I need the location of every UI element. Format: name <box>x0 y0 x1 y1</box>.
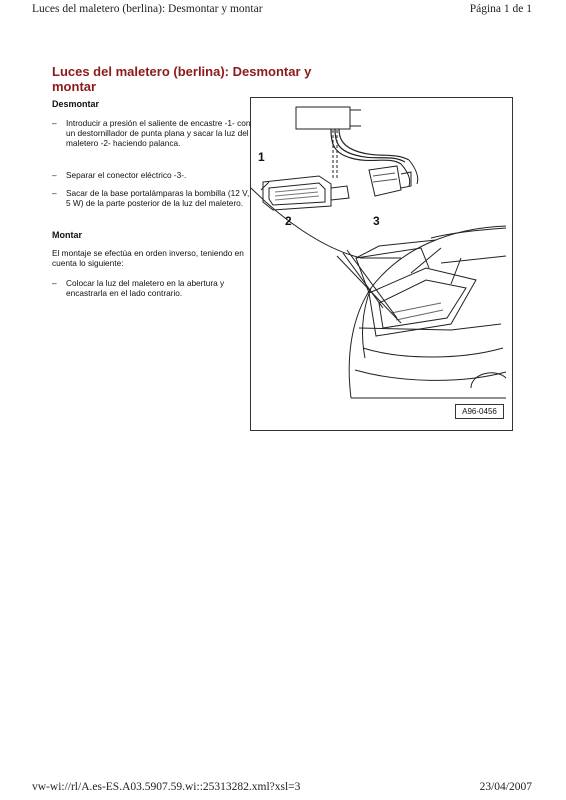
remove-step-2 <box>52 170 252 180</box>
trunk-light-illustration <box>250 97 513 431</box>
section-heading-install: Montar <box>52 230 82 240</box>
list-dash: – <box>52 278 57 288</box>
list-dash: – <box>52 170 57 180</box>
list-dash: – <box>52 188 57 198</box>
section-heading-remove: Desmontar <box>52 99 100 109</box>
remove-step-1-text: Introducir a presión el saliente de encastre -1- con un destornillador de punta plana y sacar la luz del maletero -2- haciendo palanca. <box>66 118 251 149</box>
figure-code-label: A96-0456 <box>455 404 504 419</box>
remove-step-1 <box>52 118 252 149</box>
list-dash: – <box>52 118 57 128</box>
install-intro: El montaje se efectúa en orden inverso, teniendo en cuenta lo siguiente: <box>52 248 244 269</box>
remove-step-2-text: Separar el conector eléctrico -3-. <box>66 170 187 180</box>
install-step-1-text: Colocar la luz del maletero en la abertura y encastrarla en el lado contrario. <box>66 278 225 299</box>
header-document-title: Luces del maletero (berlina): Desmontar y montar <box>32 3 263 15</box>
trunk-light-drawing <box>251 98 512 430</box>
page-title: Luces del maletero (berlina): Desmontar y montar <box>52 64 312 94</box>
callout-1: 1 <box>258 150 265 164</box>
callout-3: 3 <box>373 214 380 228</box>
footer-url: vw-wi://rl/A.es-ES.A03.5907.59.wi::25313282.xml?xsl=3 <box>32 781 301 793</box>
remove-step-3 <box>52 188 252 208</box>
header-page-info: Página 1 de 1 <box>469 3 532 15</box>
footer-date: 23/04/2007 <box>479 781 532 793</box>
remove-step-3-text: Sacar de la base portalámparas la bombilla (12 V, 5 W) de la parte posterior de la luz del maletero. <box>66 188 250 209</box>
install-step-1 <box>52 278 252 298</box>
callout-2: 2 <box>285 214 292 228</box>
